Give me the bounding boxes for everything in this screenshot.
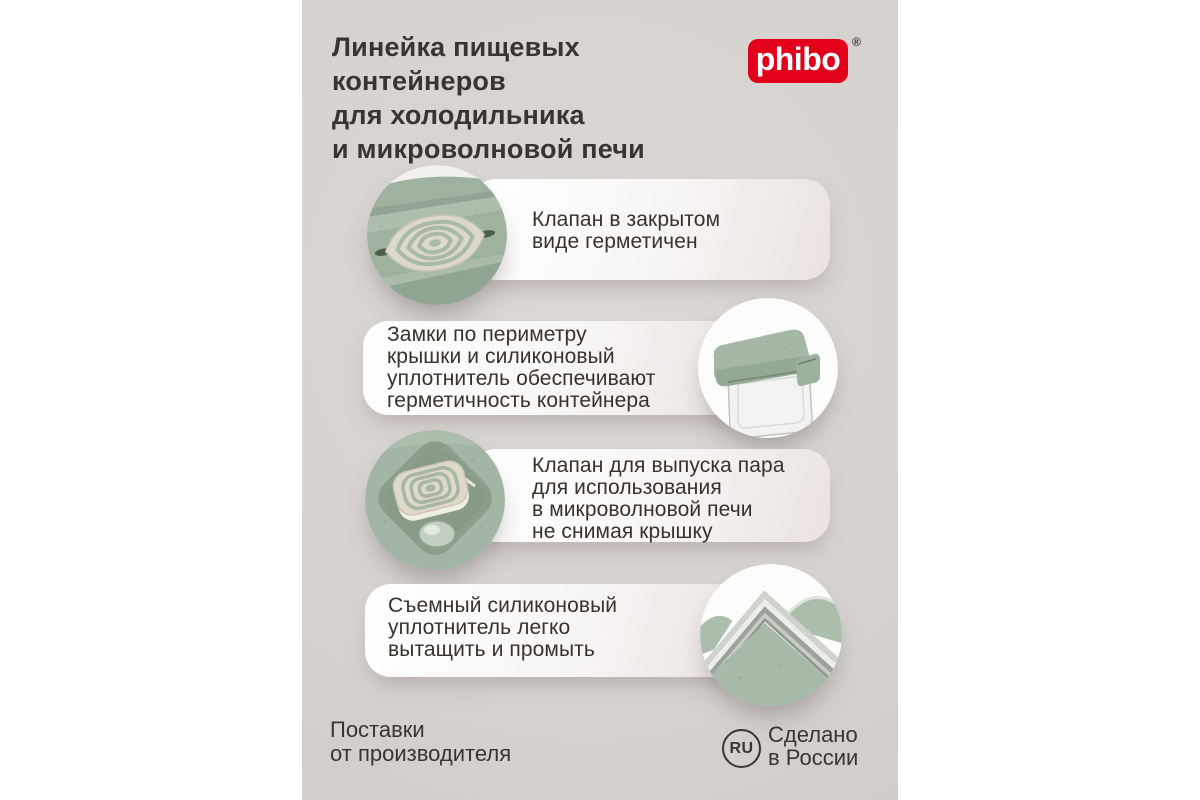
- seal-corner-photo: [700, 564, 842, 706]
- container-locks-photo: [698, 298, 838, 438]
- feature-text-line: в микроволновой печи: [532, 498, 753, 521]
- feature-text-line: Клапан для выпуска пара: [532, 454, 785, 477]
- feature-text: [387, 324, 656, 412]
- feature-text-line: не снимая крышку: [532, 520, 713, 543]
- made-in-russia-line: Сделано: [768, 722, 858, 747]
- feature-text-line: уплотнитель легко: [388, 616, 571, 639]
- feature-text: [532, 455, 785, 543]
- valve-steam-photo: [365, 430, 505, 570]
- title-line: и микроволновой печи: [332, 134, 645, 164]
- feature-text-line: вытащить и промыть: [388, 638, 595, 661]
- page-title: [332, 30, 645, 166]
- feature-pill-valve-closed: [470, 179, 830, 280]
- feature-pill-locks: [363, 321, 755, 415]
- phibo-logo-text: phibo: [755, 40, 841, 77]
- supply-note-line: Поставки: [330, 717, 425, 742]
- feature-text-line: Клапан в закрытом: [532, 208, 721, 231]
- valve-closed-photo: [367, 165, 507, 305]
- feature-text: [532, 209, 720, 253]
- title-line: контейнеров: [332, 66, 506, 96]
- feature-text-line: виде герметичен: [532, 230, 698, 253]
- ru-badge-icon: [722, 729, 761, 768]
- supply-note: [330, 718, 511, 766]
- feature-text: [388, 595, 617, 661]
- title-line: Линейка пищевых: [332, 32, 580, 62]
- feature-text-line: Замки по периметру: [387, 323, 587, 346]
- feature-text-line: крышки и силиконовый: [387, 345, 615, 368]
- phibo-logo: [748, 39, 848, 83]
- feature-text-line: Съемный силиконовый: [388, 594, 618, 617]
- made-in-russia-line: в России: [768, 745, 859, 770]
- feature-pill-steam-valve: [470, 449, 830, 542]
- feature-text-line: герметичность контейнера: [387, 389, 650, 412]
- registered-trademark-icon: ®: [852, 35, 861, 49]
- supply-note-line: от производителя: [330, 741, 512, 766]
- made-in-russia-note: [768, 723, 858, 769]
- product-panel: [302, 0, 898, 800]
- feature-text-line: для использования: [532, 476, 722, 499]
- feature-text-line: уплотнитель обеспечивают: [387, 367, 656, 390]
- feature-pill-seal: [365, 584, 755, 677]
- title-line: для холодильника: [332, 100, 585, 130]
- ru-badge-text: RU: [729, 739, 754, 757]
